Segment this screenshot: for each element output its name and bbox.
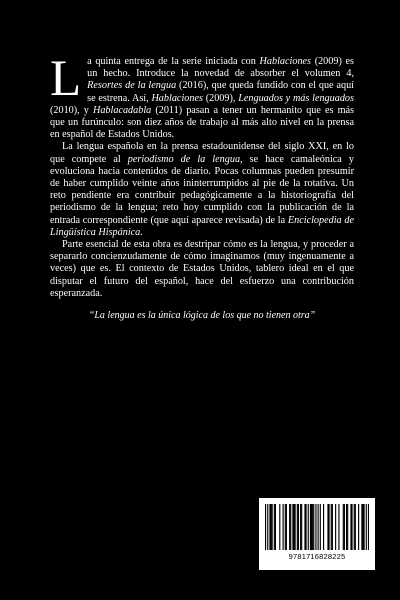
barcode-bar — [279, 504, 280, 550]
barcode-bar — [346, 504, 347, 550]
text-run: (2009), — [202, 92, 239, 104]
barcode-bar — [355, 504, 356, 550]
barcode-bar — [283, 504, 284, 550]
drop-cap: L — [50, 51, 82, 107]
barcode-bar — [275, 504, 276, 550]
barcode-bar — [323, 504, 324, 550]
text-run: , se hace camaleónica y evoluciona hacia contenidos de diario. Pocas columnas pueden presumir de haber cumplido veinte años ininterrumpidos al pie de la rotativa. Un reto pendiente era contribuir pedagógicamente a la historiografía del periodismo de la lengua; reto hoy cumplido con la publicación de la entrada correspondiente (que aquí aparece revisada) de la — [50, 153, 354, 226]
barcode-bar — [295, 504, 296, 550]
barcode-bar — [318, 504, 319, 550]
barcode-bar — [350, 504, 351, 550]
barcode-bar — [332, 504, 333, 550]
barcode-bar — [267, 504, 268, 550]
barcode-bar — [301, 504, 302, 550]
barcode-bar — [362, 504, 363, 550]
barcode-bar — [343, 504, 344, 550]
barcode-bar — [298, 504, 299, 550]
barcode-bar — [347, 504, 348, 550]
barcode-bar — [269, 504, 270, 550]
barcode-bar — [313, 504, 314, 550]
barcode-bar — [272, 504, 273, 550]
barcode-bar — [335, 504, 336, 550]
text-run: (2009) es un hecho. Introduce la novedad de absorber el volumen 4, — [87, 56, 354, 80]
text-run: (2010), y — [50, 104, 93, 116]
epigraph-quote: “La lengua es la única lógica de los que no tienen otra” — [88, 310, 316, 322]
barcode-bar — [286, 504, 287, 550]
barcode-bar — [338, 504, 339, 550]
barcode-bar — [327, 504, 328, 550]
barcode-bar — [312, 504, 313, 550]
blurb-text — [50, 51, 354, 332]
text-run: . — [140, 226, 143, 238]
barcode-bar — [364, 504, 365, 550]
barcode-bar — [293, 504, 294, 550]
barcode-bar — [320, 504, 321, 550]
barcode-bar — [265, 504, 266, 550]
barcode-bar — [274, 504, 275, 550]
italic-title: Enciclopedia de Lingüística Hispánica — [50, 214, 354, 238]
barcode-bar — [361, 504, 362, 550]
barcode-bar — [289, 504, 290, 550]
barcode-bar — [308, 504, 309, 550]
barcode-bar — [304, 504, 305, 550]
barcode-bar — [315, 504, 316, 550]
italic-title: Hablaciones — [151, 92, 203, 104]
italic-title: Lenguados y más lenguados — [238, 92, 354, 104]
barcode-bar — [351, 504, 352, 550]
barcode-bar — [300, 504, 301, 550]
text-run: La lengua española en la prensa estadounidense del siglo XXI, en lo que compete al — [50, 141, 354, 165]
text-run: Parte esencial de esta obra es destripar cómo es la lengua, y proceder a separarlo concienzudamente de cómo imaginamos (muy ingenuamente a veces) que es. El contexto de Estados Unidos, tablero ideal en el que disputar el futuro del español, hace del esfuerzo una contribución esperanzada. — [50, 239, 354, 299]
italic-title: Resortes de la lengua — [87, 80, 177, 92]
barcode-bar — [331, 504, 332, 550]
text-run: a quinta entrega de la serie iniciada con — [87, 56, 260, 67]
isbn-number: 9781716828225 — [288, 552, 346, 561]
barcode-bar — [358, 504, 359, 550]
italic-title: periodismo de la lengua — [127, 153, 241, 165]
barcode-bar — [306, 504, 307, 550]
barcode-bar — [368, 504, 369, 550]
paragraph-2 — [50, 141, 354, 239]
barcode-bar — [366, 504, 367, 550]
barcode-bar — [344, 504, 345, 550]
barcode-bar — [290, 504, 291, 550]
paragraph-1 — [50, 51, 354, 141]
paragraph-3 — [50, 239, 354, 300]
italic-title: Hablacadabla — [92, 104, 152, 116]
barcode-bar — [328, 504, 329, 550]
barcode-bar — [311, 504, 312, 550]
barcode-bar — [354, 504, 355, 550]
barcode-bar — [297, 504, 298, 550]
text-run: (2016), que queda fundido con el que aquí se estrena. Así, — [87, 80, 354, 104]
barcode-bar — [270, 504, 271, 550]
text-run: (2011) pasan a tener un hermanito que es más que un furúnculo: son diez años de trabajo al más alto nivel en la prensa en español de Estados Unidos. — [50, 104, 354, 141]
barcode-bar — [292, 504, 293, 550]
barcode-bar — [310, 504, 311, 550]
barcode-bars — [265, 504, 369, 550]
italic-title: Hablaciones — [259, 56, 312, 67]
barcode-bar — [285, 504, 286, 550]
isbn-barcode — [259, 498, 375, 570]
